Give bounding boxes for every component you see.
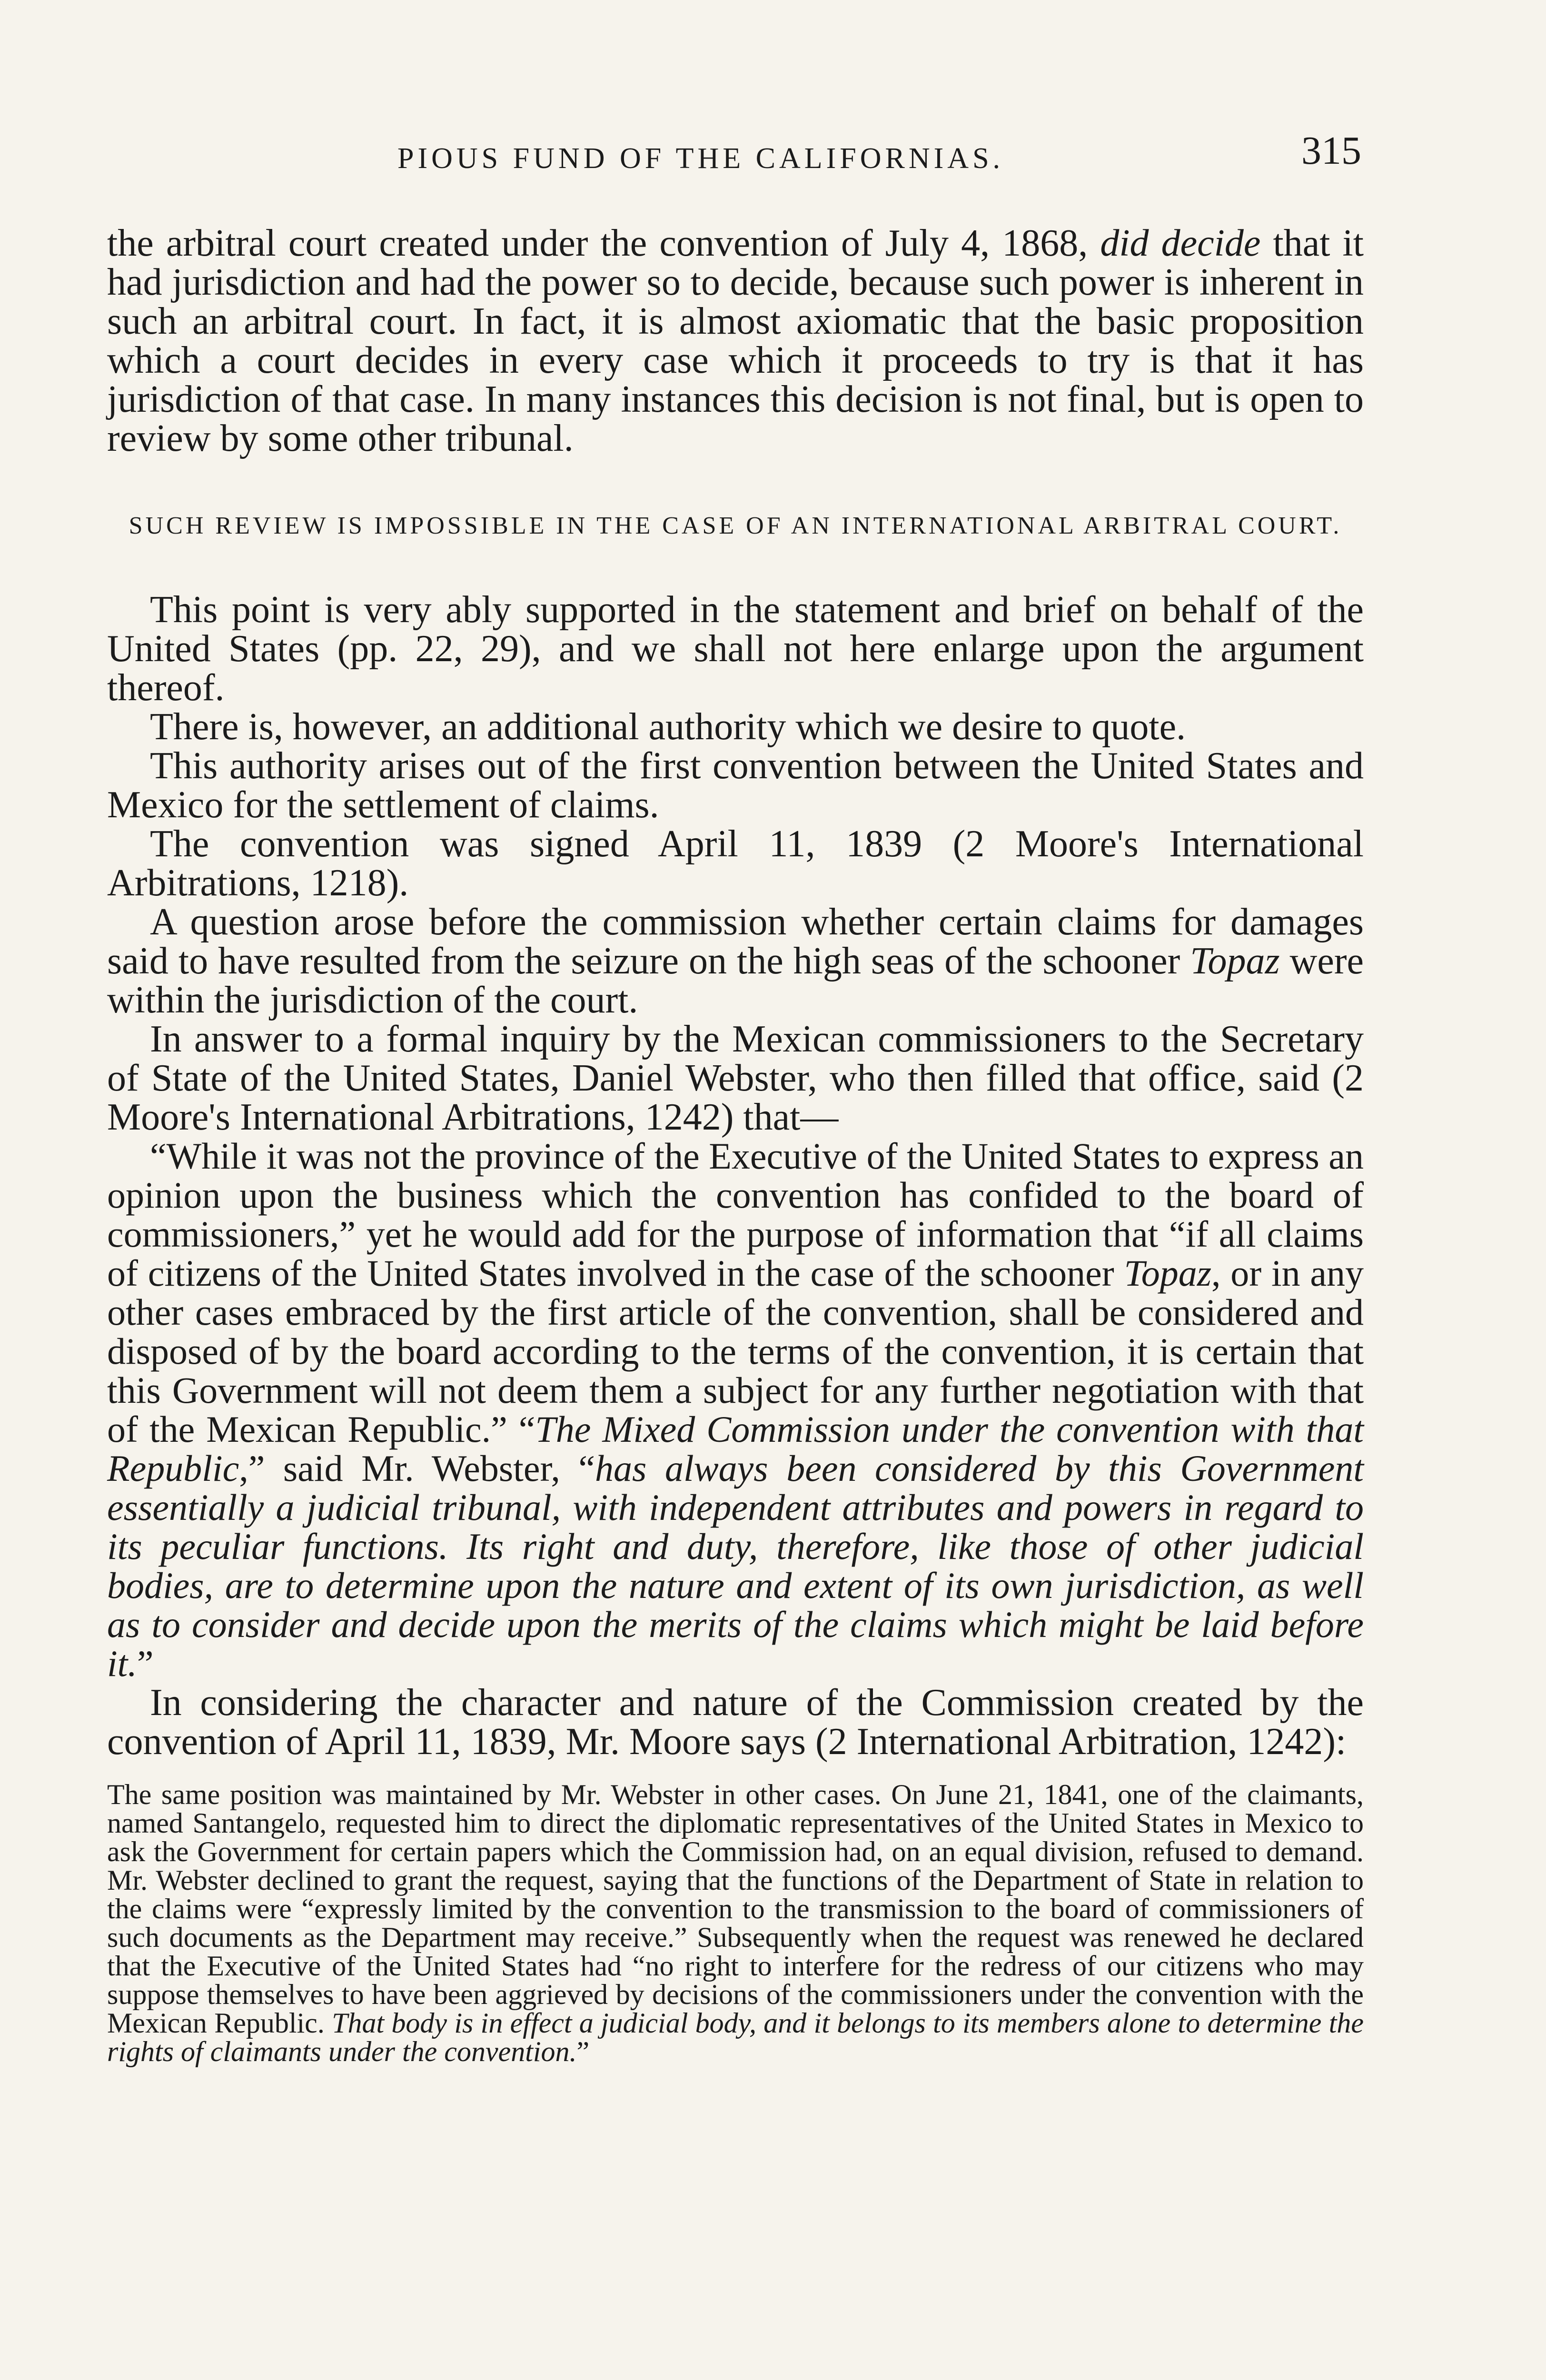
running-head: PIOUS FUND OF THE CALIFORNIAS. — [397, 142, 1004, 175]
text-run: ,” said Mr. Webster, “ — [239, 1448, 595, 1489]
emphasis-text: Topaz — [1190, 940, 1280, 982]
webster-quote — [107, 1137, 1364, 1683]
emphasis-text: did decide — [1100, 222, 1261, 264]
emphasis-text: The Mixed Commission under the convention with that Republic — [107, 1408, 1364, 1489]
paragraph: In considering the character and nature of the Commission created by the convention of April 11, 1839, Mr. Moore says (2 International Arbitration, 1242): — [107, 1682, 1364, 1763]
paragraph: The convention was signed April 11, 1839 (2 Moore's International Arbitrations, 1218). — [107, 823, 1364, 904]
paragraph: This point is very ably supported in the statement and brief on behalf of the United States (pp. 22, 29), and we shall not here enlarge upon the argument thereof. — [107, 589, 1364, 709]
text-run: were within the jurisdiction of the court. — [107, 940, 1364, 1021]
block-quotation — [107, 1780, 1364, 2066]
text-run: that it had jurisdiction and had the power so to decide, because such power is inherent in such an arbitral court. In fact, it is almost axiomatic that the basic proposition which a court decides in every case which it proceeds to try is that it has jurisdiction of that case. In many instances this decision is not final, but is open to review by some other tribunal. — [107, 222, 1364, 459]
text-run: ” — [137, 1643, 154, 1684]
text-run: The same position was maintained by Mr. Webster in other cases. On June 21, 1841, one of the claimants, named Santangelo, requested him to direct the diplomatic representatives of the United States in Mexico to ask the Government for certain papers which the Commission had, on an equal division, refused to demand. Mr. Webster declined to grant the request, saying that the functions of the Department of State in relation to the claims were “expressly limited by the convention to the transmission to the board of commissioners of such documents as the Department may receive.” Subsequently when the request was renewed he declared that the Executive of the United States had “no right to interfere for the redress of our citizens who may suppose themselves to have been aggrieved by decisions of the commissioners under the convention with the Mexican Republic. — [107, 1779, 1364, 2039]
emphasis-text: Topaz — [1124, 1252, 1212, 1294]
emphasis-text: has always been considered by this Government essentially a judicial tribunal, with independent attributes and powers in regard to its peculiar functions. Its right and duty, therefore, like those of other judicial bodies, are to determine upon the nature and extent of its own jurisdiction, as well as to consider and decide upon the merits of the claims which might be laid before it. — [107, 1448, 1364, 1684]
page-header — [112, 128, 1361, 185]
text-run: “While it was not the province of the Executive of the United States to express an opinion upon the business which the convention has confided to the board of commissioners,” yet he would add for the purpose of information that “if all claims of citizens of the United States involved in the case of the schooner — [107, 1135, 1364, 1294]
text-run: ” — [576, 2036, 590, 2067]
paragraph: In answer to a formal inquiry by the Mexican commissioners to the Secretary of State of the United States, Daniel Webster, who then filled that office, said (2 Moore's International Arbitrations, 1242) that— — [107, 1018, 1364, 1138]
page-body — [107, 224, 1364, 2066]
paragraph: This authority arises out of the first convention between the United States and Mexico for the settlement of claims. — [107, 745, 1364, 826]
text-run: the arbitral court created under the convention of July 4, 1868, — [107, 222, 1100, 264]
emphasis-text: That body is in effect a judicial body, and it belongs to its members alone to determine the rights of claimants under the convention. — [107, 2007, 1364, 2067]
text-run: A question arose before the commission whether certain claims for damages said to have resulted from the seizure on the high seas of the schooner — [107, 901, 1364, 982]
section-heading: SUCH REVIEW IS IMPOSSIBLE IN THE CASE OF AN INTERNATIONAL ARBITRAL COURT. — [129, 512, 1342, 539]
paragraph-continued — [107, 224, 1364, 458]
page-number: 315 — [1301, 129, 1361, 173]
paragraph: There is, however, an additional authority which we desire to quote. — [150, 706, 1186, 748]
text-run: , or in any other cases embraced by the first article of the convention, shall be considered and disposed of by the board according to the terms of the convention, it is certain that this Government will not deem them a subject for any further negotiation with that of the Mexican Republic.” “ — [107, 1252, 1364, 1450]
paragraph — [107, 902, 1364, 1020]
